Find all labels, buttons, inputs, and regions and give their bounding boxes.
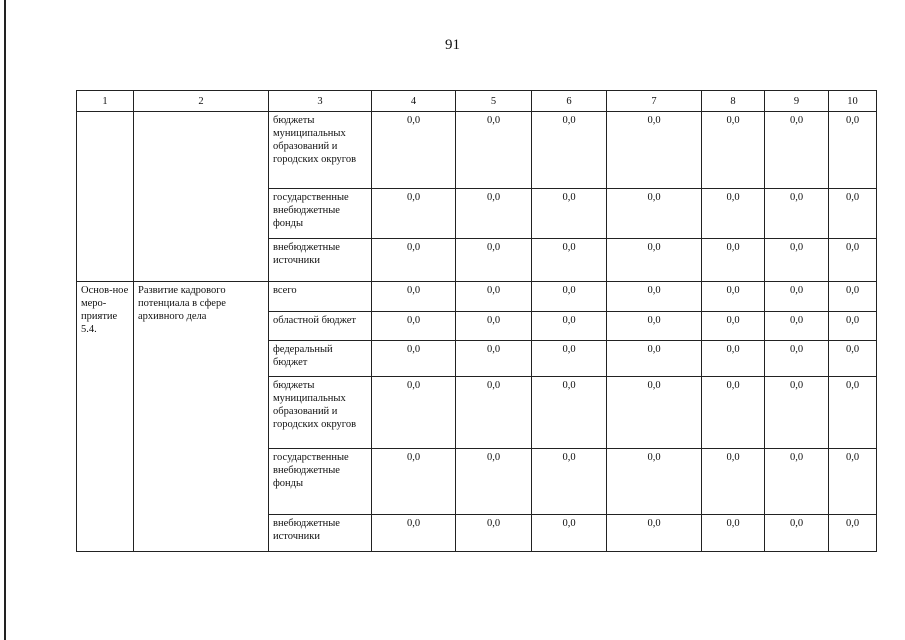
- value-cell: 0,0: [456, 239, 532, 282]
- value-cell: 0,0: [607, 341, 702, 377]
- value-cell: 0,0: [829, 515, 877, 552]
- value-cell: 0,0: [829, 312, 877, 341]
- value-cell: 0,0: [765, 515, 829, 552]
- value-cell: 0,0: [532, 112, 607, 189]
- value-cell: 0,0: [456, 341, 532, 377]
- continuation-label-cell: [77, 112, 134, 282]
- value-cell: 0,0: [372, 312, 456, 341]
- header-cell-5: 5: [456, 91, 532, 112]
- value-cell: 0,0: [829, 341, 877, 377]
- value-cell: 0,0: [702, 312, 765, 341]
- header-row: [77, 91, 877, 112]
- header-cell-3: 3: [269, 91, 372, 112]
- value-cell: 0,0: [456, 312, 532, 341]
- value-cell: 0,0: [607, 377, 702, 449]
- source-cell: государственные внебюджетные фонды: [269, 449, 372, 515]
- value-cell: 0,0: [702, 189, 765, 239]
- value-cell: 0,0: [829, 282, 877, 312]
- value-cell: 0,0: [607, 312, 702, 341]
- header-cell-7: 7: [607, 91, 702, 112]
- value-cell: 0,0: [532, 515, 607, 552]
- table-row: [77, 112, 877, 189]
- value-cell: 0,0: [532, 239, 607, 282]
- value-cell: 0,0: [702, 377, 765, 449]
- value-cell: 0,0: [372, 282, 456, 312]
- value-cell: 0,0: [456, 112, 532, 189]
- continuation-name-cell: [134, 112, 269, 282]
- value-cell: 0,0: [765, 312, 829, 341]
- value-cell: 0,0: [372, 112, 456, 189]
- value-cell: 0,0: [607, 112, 702, 189]
- value-cell: 0,0: [607, 515, 702, 552]
- header-cell-8: 8: [702, 91, 765, 112]
- value-cell: 0,0: [765, 239, 829, 282]
- header-cell-1: 1: [77, 91, 134, 112]
- source-cell: бюджеты муниципальных образований и городских округов: [269, 112, 372, 189]
- value-cell: 0,0: [702, 515, 765, 552]
- value-cell: 0,0: [372, 377, 456, 449]
- source-cell: внебюджетные источники: [269, 515, 372, 552]
- measure-label-cell: Основ-ное меро-приятие 5.4.: [77, 282, 134, 552]
- source-cell: федеральный бюджет: [269, 341, 372, 377]
- source-cell: государственные внебюджетные фонды: [269, 189, 372, 239]
- value-cell: 0,0: [607, 239, 702, 282]
- value-cell: 0,0: [765, 449, 829, 515]
- header-cell-4: 4: [372, 91, 456, 112]
- value-cell: 0,0: [765, 282, 829, 312]
- value-cell: 0,0: [702, 112, 765, 189]
- source-cell: бюджеты муниципальных образований и городских округов: [269, 377, 372, 449]
- value-cell: 0,0: [532, 341, 607, 377]
- value-cell: 0,0: [456, 449, 532, 515]
- value-cell: 0,0: [702, 449, 765, 515]
- header-cell-2: 2: [134, 91, 269, 112]
- value-cell: 0,0: [702, 239, 765, 282]
- header-cell-6: 6: [532, 91, 607, 112]
- value-cell: 0,0: [829, 449, 877, 515]
- value-cell: 0,0: [456, 189, 532, 239]
- value-cell: 0,0: [372, 515, 456, 552]
- value-cell: 0,0: [372, 341, 456, 377]
- value-cell: 0,0: [765, 189, 829, 239]
- value-cell: 0,0: [702, 282, 765, 312]
- value-cell: 0,0: [532, 449, 607, 515]
- value-cell: 0,0: [456, 377, 532, 449]
- value-cell: 0,0: [532, 189, 607, 239]
- header-cell-10: 10: [829, 91, 877, 112]
- page-left-edge-rule: [4, 0, 6, 640]
- value-cell: 0,0: [532, 282, 607, 312]
- value-cell: 0,0: [829, 112, 877, 189]
- source-cell: областной бюджет: [269, 312, 372, 341]
- header-cell-9: 9: [765, 91, 829, 112]
- value-cell: 0,0: [607, 282, 702, 312]
- value-cell: 0,0: [532, 377, 607, 449]
- value-cell: 0,0: [372, 449, 456, 515]
- value-cell: 0,0: [456, 515, 532, 552]
- value-cell: 0,0: [372, 189, 456, 239]
- source-cell: внебюджетные источники: [269, 239, 372, 282]
- page-number: 91: [445, 37, 460, 53]
- value-cell: 0,0: [532, 312, 607, 341]
- table-row: [77, 282, 877, 312]
- source-cell: всего: [269, 282, 372, 312]
- value-cell: 0,0: [456, 282, 532, 312]
- value-cell: 0,0: [607, 189, 702, 239]
- funding-table: [76, 90, 877, 552]
- value-cell: 0,0: [829, 189, 877, 239]
- measure-name-cell: Развитие кадрового потенциала в сфере архивного дела: [134, 282, 269, 552]
- value-cell: 0,0: [607, 449, 702, 515]
- value-cell: 0,0: [765, 341, 829, 377]
- value-cell: 0,0: [372, 239, 456, 282]
- value-cell: 0,0: [829, 239, 877, 282]
- value-cell: 0,0: [702, 341, 765, 377]
- value-cell: 0,0: [765, 377, 829, 449]
- value-cell: 0,0: [765, 112, 829, 189]
- value-cell: 0,0: [829, 377, 877, 449]
